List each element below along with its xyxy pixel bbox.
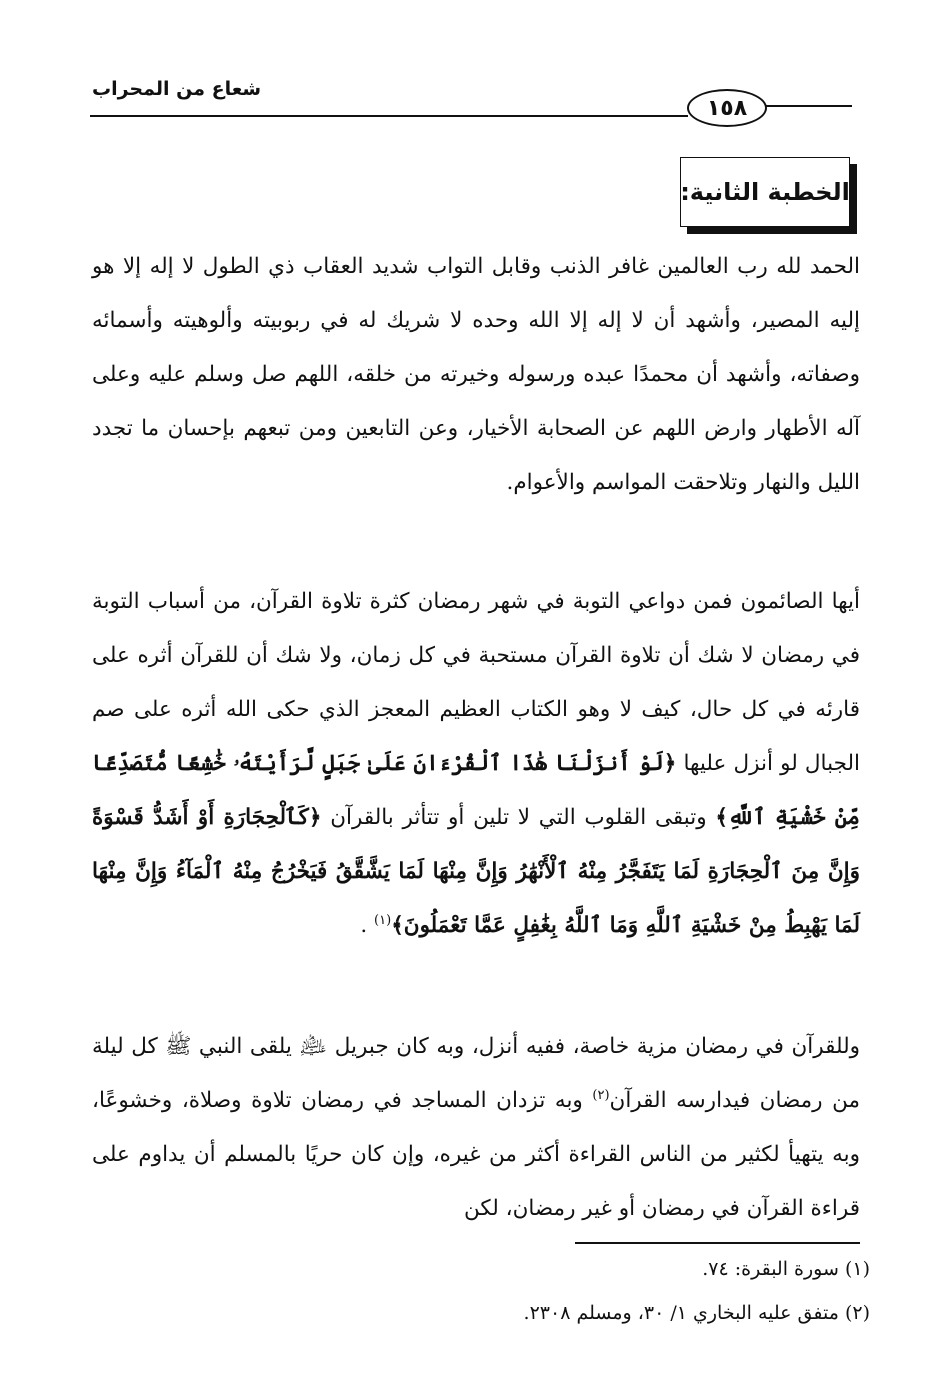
page-number: ١٥٨	[687, 89, 767, 127]
paragraph-opening-praise: الحمد لله رب العالمين غافر الذنب وقابل التواب شديد العقاب ذي الطول لا إله إلا هو إليه المصير، وأشهد أن لا إله إلا الله وحده لا شريك له في ربوبيته وألوهيته وأسمائه وصفاته، وأشهد أن محمدًا عبده ورسوله وخيرته من خلقه، اللهم صل وسلم عليه وعلى آله الأطهار وارض اللهم عن الصحابة الأخيار، وعن التابعين ومن تبعهم بإحسان ما تجدد الليل والنهار وتلاحقت المواسم والأعوام.	[92, 254, 860, 495]
paragraph-text: .	[360, 913, 368, 938]
paragraph-text: وللقرآن في رمضان مزية خاصة، ففيه أنزل، وبه كان جبريل ﵇ يلقى النبي ﷺ كل ليلة من رمضان فيدارسه القرآن	[92, 1034, 860, 1113]
footnote-reference: (٢)	[592, 1087, 610, 1103]
section-heading-box	[680, 157, 850, 227]
running-header-title: شعاع من المحراب	[92, 78, 262, 100]
footnote-reference: (١)	[374, 912, 392, 928]
paragraph-text: أيها الصائمون فمن دواعي التوبة في شهر رمضان كثرة تلاوة القرآن، من أسباب التوبة في رمضان لا شك أن تلاوة القرآن مستحبة في كل زمان، ولا شك أن للقرآن أثره على قارئه في كل حال، كيف لا وهو الكتاب العظيم المعجز الذي حكى الله أثره على صم الجبال لو أنزل عليها	[92, 589, 860, 776]
paragraph-text: وبه تزدان المساجد في رمضان تلاوة وصلاة، وخشوعًا، وبه يتهيأ لكثير من الناس القراءة أكثر من غيره، وإن كان حريًا بالمسلم أن يداوم على قراءة القرآن في رمضان أو غير رمضان، لكن	[92, 1088, 860, 1221]
quran-verse: ﴿لَوْ أَنزَلْنَا هَٰذَا ٱلْقُرْءَانَ عَلَىٰ جَبَلٍ لَّرَأَيْتَهُۥ خَٰشِعًا مُّتَصَدِّعًا مِّنْ خَشْيَةِ ٱللَّهِ﴾	[92, 751, 860, 830]
paragraph-ramadan-quran	[92, 1020, 860, 1236]
footnote-separator	[575, 1242, 860, 1244]
paragraph-text: وتبقى القلوب التي لا تلين أو تتأثر بالقرآن	[330, 805, 707, 830]
header-rule	[765, 105, 852, 107]
footnote-2: (٢) متفق عليه البخاري ١/ ٣٠، ومسلم ٢٣٠٨.	[523, 1302, 870, 1324]
paragraph-quran-recitation	[92, 575, 860, 953]
header-rule	[90, 115, 688, 117]
section-title: الخطبة الثانية:	[680, 178, 850, 206]
footnote-1: (١) سورة البقرة: ٧٤.	[702, 1258, 870, 1280]
quran-verse: ﴿كَٱلْحِجَارَةِ أَوْ أَشَدُّ قَسْوَةً وَإِنَّ مِنَ ٱلْحِجَارَةِ لَمَا يَتَفَجَّرُ مِنْهُ ٱلْأَنْهَٰرُ وَإِنَّ مِنْهَا لَمَا يَشَّقَّقُ فَيَخْرُجُ مِنْهُ ٱلْمَآءُ وَإِنَّ مِنْهَا لَمَا يَهْبِطُ مِنْ خَشْيَةِ ٱللَّهِ وَمَا ٱللَّهُ بِغَٰفِلٍ عَمَّا تَعْمَلُونَ﴾	[92, 805, 860, 938]
